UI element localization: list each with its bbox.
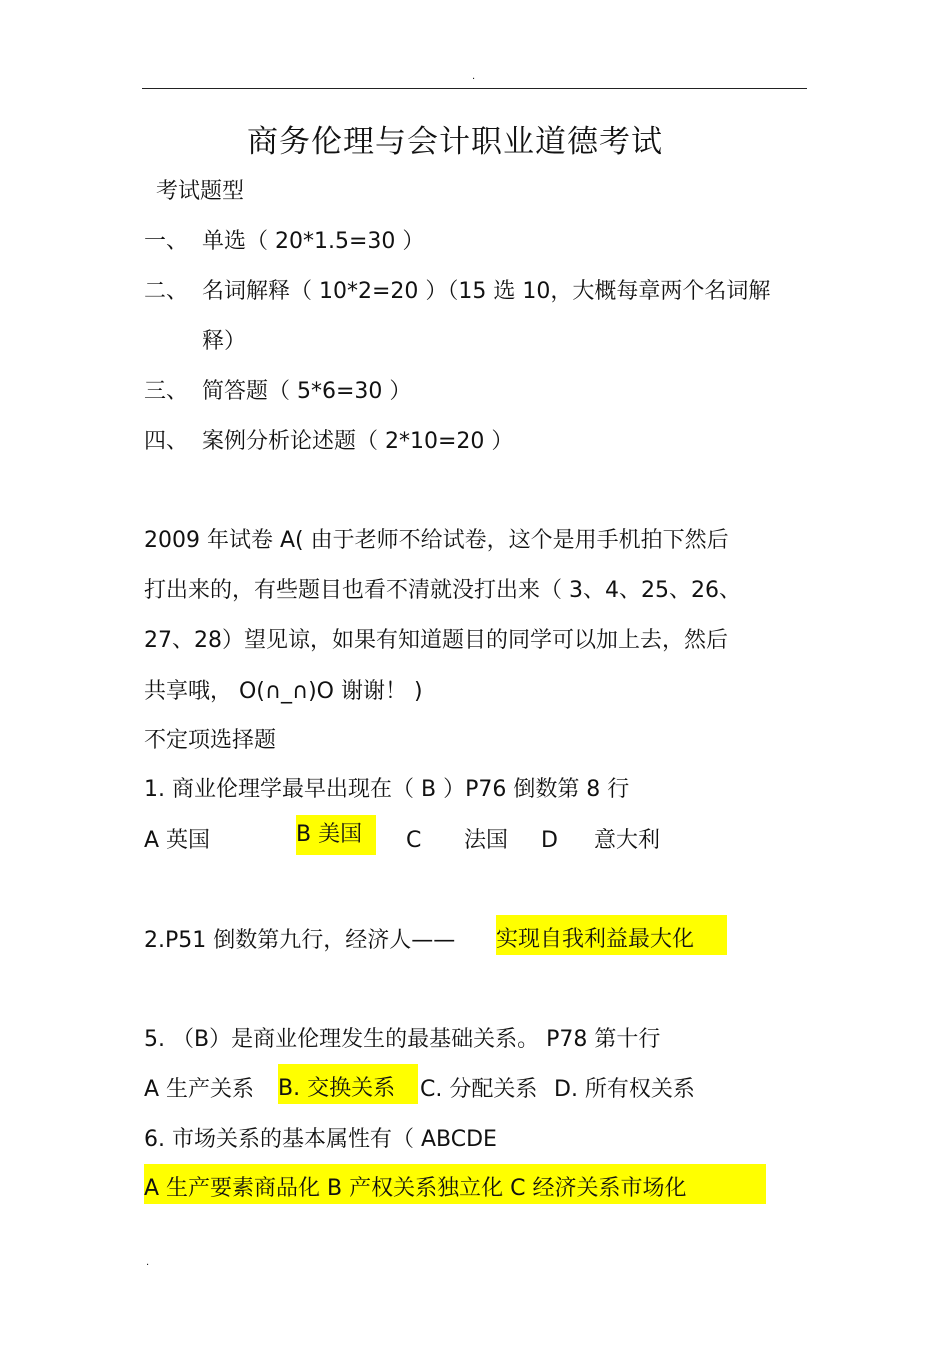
question-type-num: 一、 [144,229,189,254]
question-type-4 [144,431,513,453]
q2-answer-highlighted: 实现自我利益最大化 [496,915,727,955]
q6-stem: 6. 市场关系的基本属性有（ ABCDE [144,1127,497,1152]
intro-line-4: 共享哦， O(∩_∩)O 谢谢！ ) [144,679,423,704]
q1-stem: 1. 商业伦理学最早出现在（ B ）P76 倒数第 8 行 [144,777,630,802]
question-type-2-cont [144,331,246,353]
q6-answer-highlighted: A 生产要素商品化 B 产权关系独立化 C 经济关系市场化 [144,1164,766,1204]
q1-option-a: A 英国 [144,828,211,853]
question-type-text: 单选（ 20*1.5=30 ） [202,229,425,254]
q1-option-d-text: 意大利 [594,828,661,853]
question-type-num: 四、 [144,429,189,454]
q5-option-b-highlighted: B. 交换关系 [278,1064,418,1104]
question-type-num: 二、 [144,279,189,304]
intro-line-1: 2009 年试卷 A( 由于老师不给试卷，这个是用手机拍下然后 [144,528,729,553]
header-rule [142,88,807,89]
q1-option-b-highlighted: B 美国 [296,815,376,855]
header-dot: . [472,71,476,82]
footer-dot: . [146,1257,150,1268]
q2-stem: 2.P51 倒数第九行，经济人—— [144,928,456,953]
page-title: 商务伦理与会计职业道德考试 [247,124,663,160]
q5-option-a: A 生产关系 [144,1077,255,1102]
question-type-text: 简答题（ 5*6=30 ） [202,379,412,404]
question-type-3 [144,381,411,403]
question-type-text: 案例分析论述题（ 2*10=20 ） [202,429,514,454]
q5-option-d: D. 所有权关系 [554,1077,695,1102]
q1-option-c: C [406,828,422,853]
subheading: 不定项选择题 [144,728,277,753]
q1-option-d: D [541,828,558,853]
intro-line-3: 27、28）望见谅，如果有知道题目的同学可以加上去，然后 [144,628,728,653]
question-type-text: 名词解释（ 10*2=20 ）（15 选 10，大概每章两个名词解 [202,279,771,304]
question-type-2 [144,281,770,303]
q5-option-c: C. 分配关系 [420,1077,538,1102]
q1-option-c-text: 法国 [464,828,509,853]
question-type-num: 三、 [144,379,189,404]
question-type-1 [144,231,424,253]
section-heading: 考试题型 [156,179,245,204]
question-type-text: 释） [202,329,247,354]
q5-stem: 5. （B）是商业伦理发生的最基础关系。 P78 第十行 [144,1027,661,1052]
intro-line-2: 打出来的，有些题目也看不清就没打出来（ 3、4、25、26、 [144,578,741,603]
